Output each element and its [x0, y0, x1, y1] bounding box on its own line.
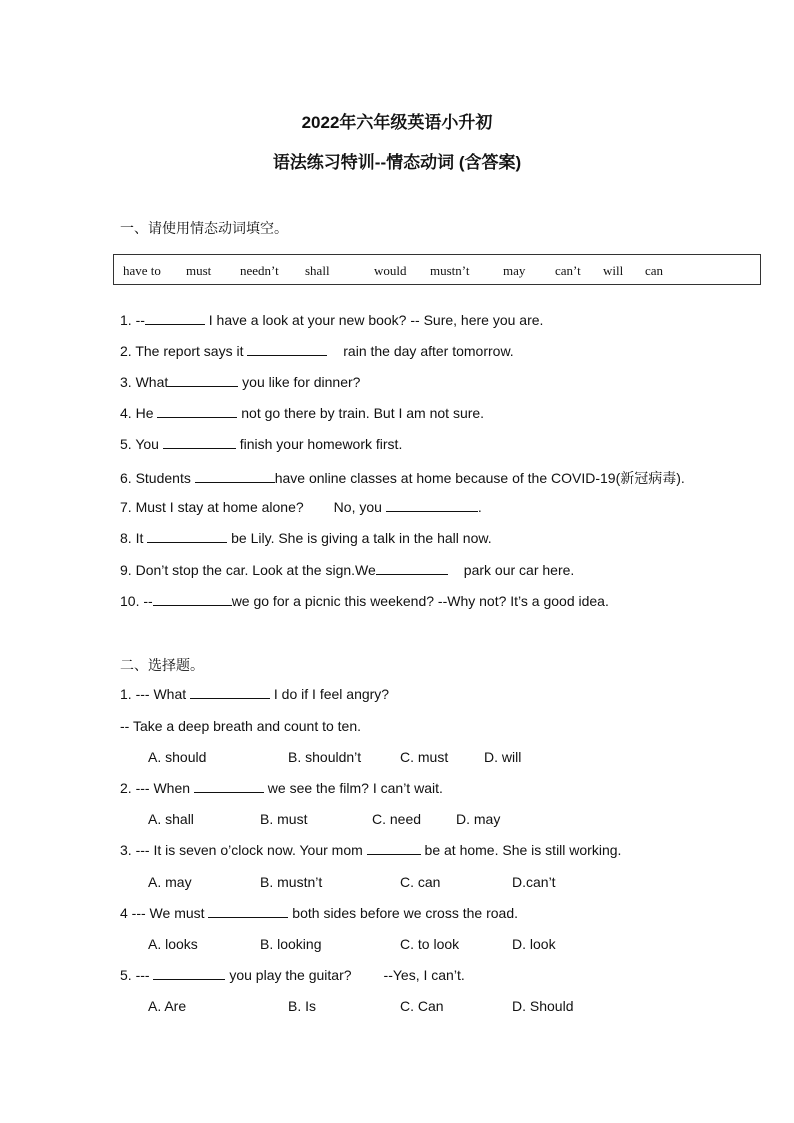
fill-question-5: 5. You finish your homework first.	[120, 436, 403, 452]
choice-question-1: 1. --- What I do if I feel angry?	[120, 686, 390, 702]
choice-question-1-reply: -- Take a deep breath and count to ten.	[120, 718, 362, 734]
option-b[interactable]: B. must	[260, 811, 308, 827]
answer-blank[interactable]	[247, 343, 327, 356]
answer-blank[interactable]	[208, 905, 288, 918]
answer-blank[interactable]	[163, 436, 236, 449]
page-subtitle: 语法练习特训--情态动词 (含答案)	[272, 153, 522, 172]
option-a[interactable]: A. may	[148, 874, 192, 890]
choice-question-3: 3. --- It is seven o’clock now. Your mom be at home. She is still working.	[120, 842, 622, 858]
word-bank-item: may	[503, 263, 526, 278]
option-b[interactable]: B. shouldn’t	[288, 749, 362, 765]
choice-question-2: 2. --- When we see the film? I can’t wait.	[120, 780, 443, 796]
fill-question-7: 7. Must I stay at home alone? No, you .	[120, 499, 482, 515]
fill-question-9: 9. Don’t stop the car. Look at the sign.We park our car here.	[120, 562, 575, 578]
option-d[interactable]: D. Should	[512, 998, 574, 1014]
answer-blank[interactable]	[367, 842, 421, 855]
answer-blank[interactable]	[153, 967, 225, 980]
answer-blank[interactable]	[147, 530, 227, 543]
word-bank-box	[113, 254, 761, 285]
answer-blank[interactable]	[145, 312, 205, 325]
option-c[interactable]: C. need	[372, 811, 422, 827]
option-c[interactable]: C. must	[400, 749, 449, 765]
fill-question-8: 8. It be Lily. She is giving a talk in the hall now.	[120, 530, 492, 546]
choice-question-5: 5. --- you play the guitar? --Yes, I can’t.	[120, 967, 465, 983]
word-bank-item: will	[603, 263, 624, 278]
option-d[interactable]: D.can’t	[512, 874, 556, 890]
fill-question-3: 3. What you like for dinner?	[120, 374, 361, 390]
answer-blank[interactable]	[157, 405, 237, 418]
word-bank-item: can	[645, 263, 664, 278]
word-bank-item: mustn’t	[430, 263, 470, 278]
option-b[interactable]: B. Is	[288, 998, 317, 1014]
section2-heading: 二、选择题。	[120, 657, 204, 673]
answer-blank[interactable]	[190, 686, 270, 699]
answer-blank[interactable]	[195, 470, 275, 483]
word-bank-item: shall	[305, 263, 330, 278]
answer-blank[interactable]	[168, 374, 238, 387]
answer-blank[interactable]	[376, 562, 448, 575]
answer-blank[interactable]	[386, 499, 478, 512]
fill-question-6: 6. Students have online classes at home because of the COVID-19(新冠病毒).	[120, 470, 685, 486]
option-c[interactable]: C. Can	[400, 998, 444, 1014]
word-bank-item: must	[186, 263, 212, 278]
fill-question-4: 4. He not go there by train. But I am not sure.	[120, 405, 485, 421]
option-c[interactable]: C. to look	[400, 936, 460, 952]
choice-question-4: 4 --- We must both sides before we cross the road.	[120, 905, 518, 921]
answer-blank[interactable]	[153, 593, 232, 606]
option-d[interactable]: D. will	[484, 749, 522, 765]
word-bank-item: have to	[123, 263, 161, 278]
option-a[interactable]: A. looks	[148, 936, 198, 952]
option-b[interactable]: B. mustn’t	[260, 874, 323, 890]
word-bank-item: can’t	[555, 263, 581, 278]
word-bank-item: needn’t	[240, 263, 279, 278]
option-d[interactable]: D. look	[512, 936, 556, 952]
option-a[interactable]: A. shall	[148, 811, 194, 827]
fill-question-1: 1. -- I have a look at your new book? -- Sure, here you are.	[120, 312, 544, 328]
option-d[interactable]: D. may	[456, 811, 501, 827]
option-b[interactable]: B. looking	[260, 936, 322, 952]
option-c[interactable]: C. can	[400, 874, 441, 890]
option-a[interactable]: A. Are	[148, 998, 187, 1014]
answer-blank[interactable]	[194, 780, 264, 793]
option-a[interactable]: A. should	[148, 749, 207, 765]
fill-question-10: 10. -- we go for a picnic this weekend? --Why not? It’s a good idea.	[120, 593, 609, 609]
page-title: 2022年六年级英语小升初	[301, 113, 493, 132]
fill-question-2: 2. The report says it rain the day after tomorrow.	[120, 343, 514, 359]
word-bank-item: would	[374, 263, 407, 278]
section1-heading: 一、请使用情态动词填空。	[120, 220, 288, 236]
